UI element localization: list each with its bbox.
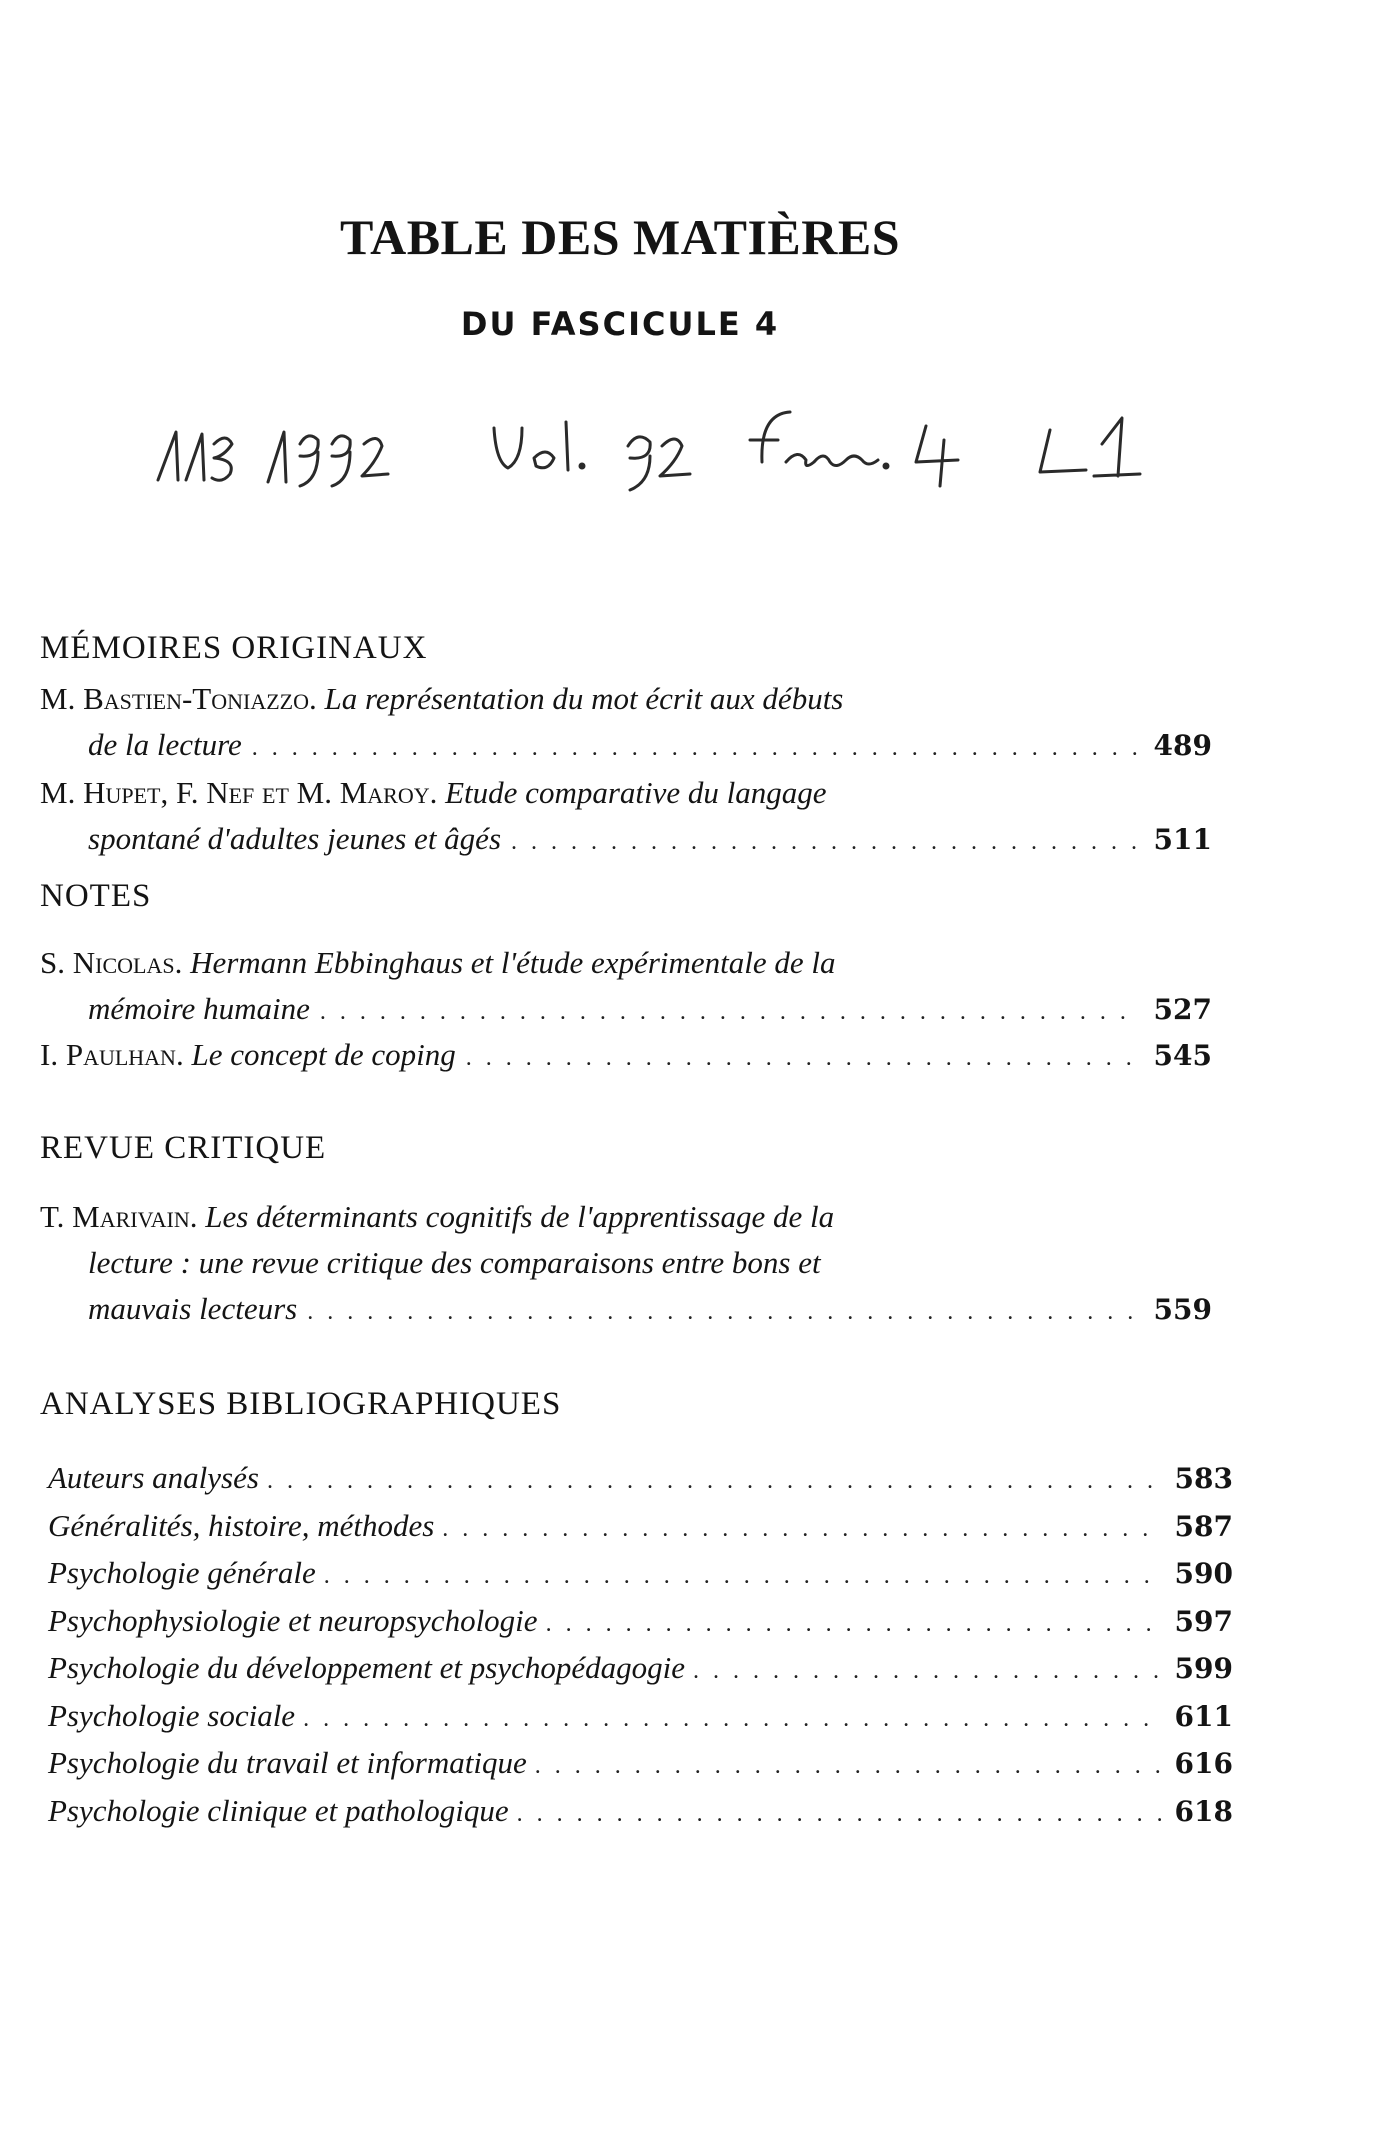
section-heading-revue: REVUE CRITIQUE bbox=[40, 1130, 327, 1166]
toc-entry-line bbox=[40, 1240, 1212, 1286]
toc-entry-head bbox=[40, 676, 843, 722]
list-item bbox=[48, 1456, 1233, 1504]
bibliography-label: Psychologie du travail et informatique bbox=[48, 1745, 527, 1780]
entry-title: Le concept de coping bbox=[191, 1037, 456, 1072]
handwritten-shelf-mark-drawing bbox=[150, 400, 1380, 510]
entry-title-continued: mauvais lecteurs bbox=[88, 1291, 298, 1326]
entry-title: Etude comparative du langage bbox=[445, 775, 827, 810]
bibliography-label: Psychologie du développement et psychopédagogie bbox=[48, 1650, 685, 1685]
entry-page-number: 527 bbox=[1153, 993, 1212, 1026]
bibliography-page-number: 616 bbox=[1174, 1747, 1233, 1780]
entry-title: Les déterminants cognitifs de l'apprentissage de la bbox=[205, 1199, 835, 1234]
toc-entry-line bbox=[40, 816, 1212, 865]
entry-page-number: 489 bbox=[1153, 729, 1212, 762]
bibliography-page-number: 618 bbox=[1174, 1794, 1233, 1828]
entry-title-continued: lecture : une revue critique des comparaisons entre bons et bbox=[88, 1245, 821, 1280]
toc-entry bbox=[40, 676, 1212, 771]
dot-leader bbox=[693, 1649, 1161, 1694]
toc-entry-head bbox=[40, 940, 836, 986]
entry-title-continued: spontané d'adultes jeunes et âgés bbox=[88, 821, 502, 856]
entry-author: I. Paulhan. bbox=[40, 1037, 184, 1072]
section-heading-analyses: ANALYSES BIBLIOGRAPHIQUES bbox=[40, 1386, 562, 1422]
toc-entry-line bbox=[40, 1286, 1212, 1335]
entry-author: M. Hupet, F. Nef et M. Maroy. bbox=[40, 775, 438, 810]
toc-entry bbox=[40, 1032, 1212, 1081]
toc-entry bbox=[40, 1194, 1212, 1335]
dot-leader bbox=[466, 1035, 1140, 1081]
entry-page-number: 545 bbox=[1153, 1039, 1212, 1072]
bibliography-label: Psychologie sociale bbox=[48, 1697, 296, 1733]
dot-leader bbox=[546, 1602, 1161, 1647]
dot-leader bbox=[320, 989, 1140, 1035]
page-subtitle: DU FASCICULE 4 bbox=[460, 305, 780, 343]
entry-page-number: 511 bbox=[1153, 823, 1212, 856]
entry-author: T. Marivain. bbox=[40, 1199, 198, 1234]
section-heading-memoires: MÉMOIRES ORIGINAUX bbox=[40, 630, 428, 666]
list-item bbox=[48, 1789, 1233, 1837]
list-item bbox=[48, 1694, 1233, 1742]
toc-entry-line bbox=[40, 722, 1212, 771]
list-item bbox=[48, 1741, 1233, 1789]
entry-author: M. Bastien-Toniazzo. bbox=[40, 681, 317, 716]
bibliography-page-number: 597 bbox=[1174, 1604, 1233, 1638]
list-item bbox=[48, 1646, 1233, 1694]
dot-leader bbox=[442, 1507, 1160, 1552]
dot-leader bbox=[517, 1792, 1161, 1837]
list-item bbox=[48, 1551, 1233, 1599]
toc-entry-line bbox=[40, 986, 1212, 1035]
toc-entry-line bbox=[40, 676, 1212, 722]
list-item bbox=[48, 1504, 1233, 1552]
dot-leader bbox=[307, 1289, 1139, 1335]
entry-title: La représentation du mot écrit aux débuts bbox=[324, 681, 844, 716]
dot-leader bbox=[267, 1459, 1161, 1504]
bibliography-label: Psychologie générale bbox=[48, 1555, 316, 1590]
entry-title-continued: mémoire humaine bbox=[88, 991, 310, 1026]
dot-leader bbox=[252, 725, 1140, 771]
bibliography-page-number: 611 bbox=[1174, 1699, 1233, 1733]
list-item bbox=[48, 1599, 1233, 1647]
bibliography-label: Auteurs analysés bbox=[48, 1460, 259, 1495]
toc-entry bbox=[40, 770, 1212, 865]
dot-leader bbox=[324, 1554, 1161, 1599]
toc-entry-head bbox=[40, 1194, 834, 1240]
handwritten-shelf-mark bbox=[150, 400, 1380, 510]
toc-entry-line bbox=[40, 770, 1212, 816]
entry-title-continued: de la lecture bbox=[88, 727, 242, 762]
bibliography-label: Psychologie clinique et pathologique bbox=[48, 1792, 509, 1828]
entry-page-number: 559 bbox=[1153, 1293, 1212, 1326]
dot-leader bbox=[511, 819, 1140, 865]
page-title: TABLE DES MATIÈRES bbox=[339, 209, 901, 265]
dot-leader bbox=[535, 1744, 1161, 1789]
bibliography-page-number: 587 bbox=[1174, 1509, 1233, 1543]
toc-entry-head bbox=[40, 1032, 456, 1078]
toc-entry-line bbox=[40, 1032, 1212, 1081]
toc-entry-head bbox=[40, 770, 827, 816]
section-heading-notes: NOTES bbox=[40, 878, 152, 914]
toc-entry bbox=[40, 940, 1212, 1035]
entry-title: Hermann Ebbinghaus et l'étude expérimentale de la bbox=[190, 945, 836, 980]
bibliography-list bbox=[48, 1456, 1233, 1836]
bibliography-label: Généralités, histoire, méthodes bbox=[48, 1507, 435, 1543]
dot-leader bbox=[303, 1697, 1160, 1742]
bibliography-page-number: 590 bbox=[1174, 1557, 1233, 1590]
toc-entry-line bbox=[40, 940, 1212, 986]
bibliography-page-number: 583 bbox=[1174, 1462, 1233, 1495]
toc-entry-line bbox=[40, 1194, 1212, 1240]
bibliography-label: Psychophysiologie et neuropsychologie bbox=[48, 1602, 538, 1638]
bibliography-page-number: 599 bbox=[1174, 1652, 1233, 1685]
entry-author: S. Nicolas. bbox=[40, 945, 183, 980]
